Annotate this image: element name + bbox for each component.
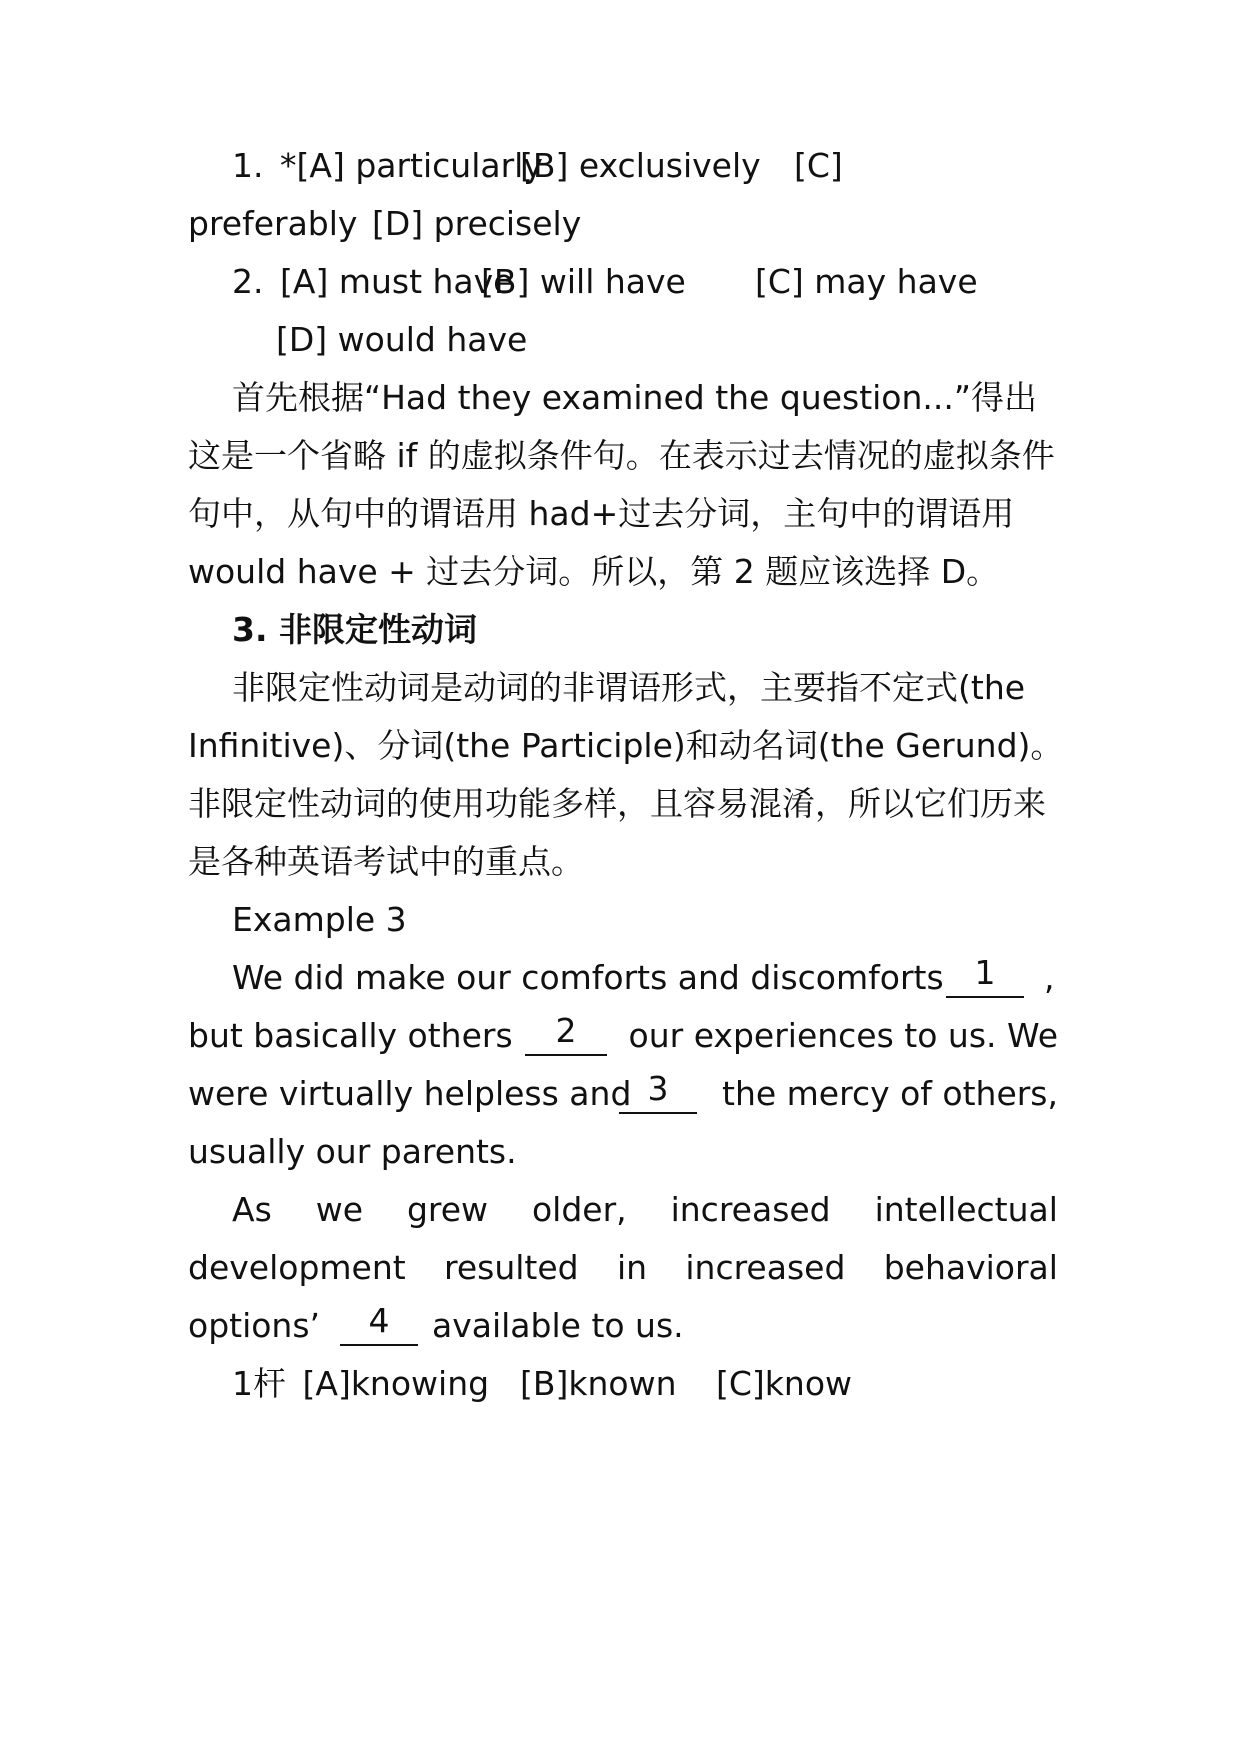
- option-a: *[A] particularly: [280, 146, 543, 185]
- passage-text: options’: [188, 1306, 321, 1345]
- blank-1: 1: [946, 950, 1024, 998]
- answer-number: 1杆: [232, 1364, 286, 1403]
- passage-text: We did make our comforts and discomforts: [232, 958, 944, 997]
- word: increased: [670, 1190, 831, 1229]
- option-b: [B] will have: [481, 262, 686, 301]
- passage-line-4: usually our parents.: [188, 1132, 517, 1171]
- option-b: [B] exclusively: [520, 146, 761, 185]
- passage-p2-line-3: [188, 1298, 1058, 1354]
- option-a: [A]knowing: [302, 1364, 490, 1403]
- passage-text: were virtually helpless and: [188, 1074, 632, 1113]
- question-2-line: [232, 254, 1058, 310]
- passage-p2-line-2: [188, 1240, 1058, 1296]
- option-c-label: [C]: [794, 146, 843, 185]
- question-1-line-2: [188, 196, 1058, 252]
- question-1-line: [232, 138, 1058, 194]
- word: grew: [406, 1190, 489, 1229]
- option-c: [C]know: [716, 1364, 852, 1403]
- explanation-line-1: 首先根据“Had they examined the question...”得出: [232, 378, 1037, 417]
- question-2-line-2: [276, 312, 1058, 368]
- explanation-line-2: 这是一个省略 if 的虚拟条件句。在表示过去情况的虚拟条件: [188, 436, 1055, 475]
- word: older,: [531, 1190, 627, 1229]
- passage-text-end: our experiences to us. We: [628, 1016, 1058, 1055]
- answer-options-line: [232, 1356, 1058, 1412]
- intro-line-3: 非限定性动词的使用功能多样，且容易混淆，所以它们历来: [188, 784, 1046, 823]
- option-c-text: preferably: [188, 204, 358, 243]
- word: As: [232, 1190, 272, 1229]
- blank-3: 3: [619, 1066, 697, 1114]
- passage-text: but basically others: [188, 1016, 513, 1055]
- intro-line-2: Infinitive)、分词(the Participle)和动名词(the Gerund)。: [188, 726, 1064, 765]
- explanation-line-4: would have + 过去分词。所以，第 2 题应该选择 D。: [188, 552, 1000, 591]
- option-d: [D] would have: [276, 320, 528, 359]
- option-d: [D] precisely: [372, 204, 582, 243]
- passage-line-2: [188, 1008, 1058, 1064]
- word: we: [315, 1190, 364, 1229]
- option-b: [B]known: [520, 1364, 677, 1403]
- passage-punctuation: ,: [1044, 958, 1055, 997]
- explanation-line-3: 句中，从句中的谓语用 had+过去分词，主句中的谓语用: [188, 494, 1015, 533]
- option-a: [A] must have: [280, 262, 514, 301]
- intro-line-4: 是各种英语考试中的重点。: [188, 842, 584, 881]
- word: behavioral: [883, 1248, 1058, 1287]
- word: in: [616, 1248, 648, 1287]
- blank-2: 2: [525, 1008, 607, 1056]
- word: resulted: [444, 1248, 579, 1287]
- section-heading: 3. 非限定性动词: [232, 610, 477, 649]
- option-c: [C] may have: [755, 262, 978, 301]
- word: development: [188, 1248, 406, 1287]
- question-1-number: 1.: [232, 146, 264, 185]
- passage-p2-line-1: [232, 1182, 1058, 1238]
- passage-line-1: [232, 950, 1058, 1006]
- intro-line-1: 非限定性动词是动词的非谓语形式，主要指不定式(the: [232, 668, 1026, 707]
- example-label: Example 3: [232, 900, 407, 939]
- passage-text-end: the mercy of others,: [722, 1074, 1058, 1113]
- word: increased: [685, 1248, 846, 1287]
- word: intellectual: [874, 1190, 1058, 1229]
- passage-text-end: available to us.: [432, 1306, 684, 1345]
- blank-4: 4: [340, 1298, 418, 1346]
- passage-line-3: [188, 1066, 1058, 1122]
- question-2-number: 2.: [232, 262, 264, 301]
